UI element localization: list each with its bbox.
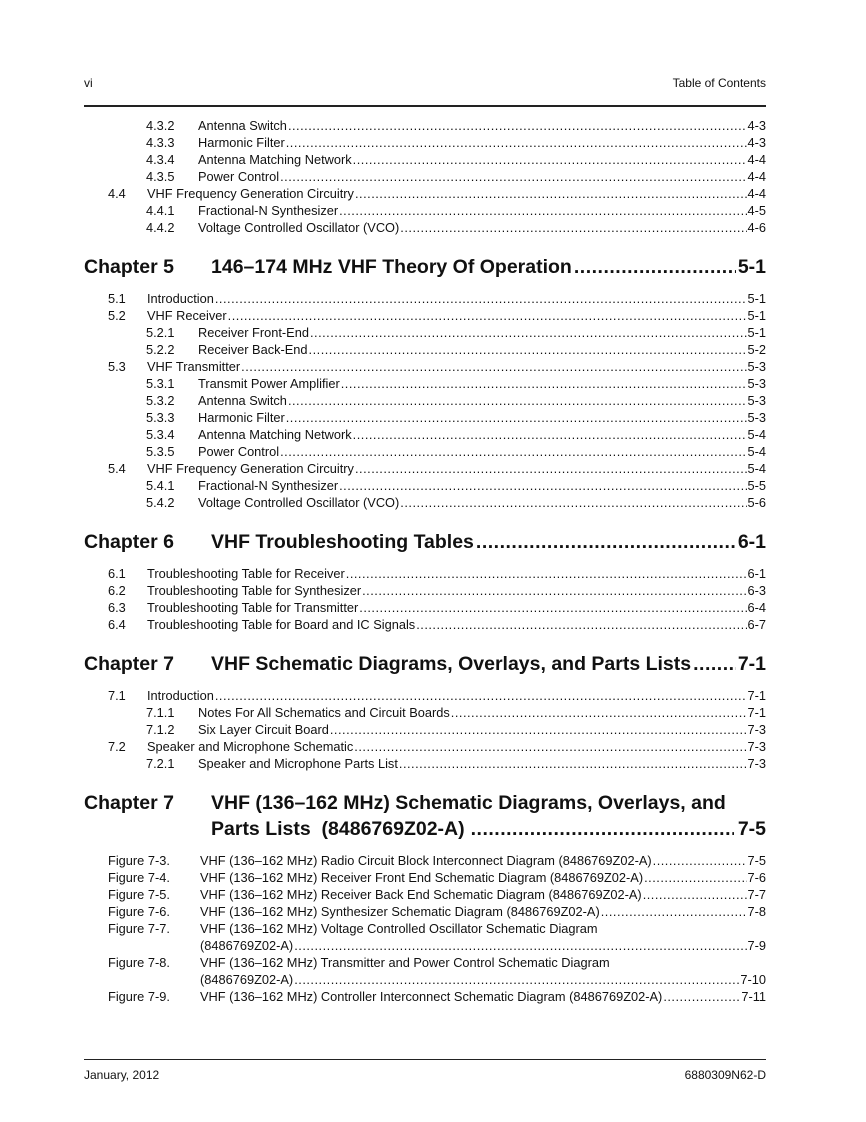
toc-entry[interactable]: 7.2.1 Speaker and Microphone Parts List ..... 7-3: [84, 755, 766, 772]
toc-entry[interactable]: 5.3.3 Harmonic Filter ..... 5-3: [84, 409, 766, 426]
toc-content: [84, 117, 766, 1005]
toc-entry[interactable]: 5.3.5 Power Control ..... 5-4: [84, 443, 766, 460]
page-footer: [84, 1068, 766, 1084]
toc-entry[interactable]: 5.3.1 Transmit Power Amplifier ..... 5-3: [84, 375, 766, 392]
toc-entry[interactable]: 5.4.2 Voltage Controlled Oscillator (VCO) ..... 5-6: [84, 494, 766, 511]
chapter-6-heading[interactable]: Chapter 6 VHF Troubleshooting Tables ..... 6-1: [84, 529, 766, 555]
toc-entry[interactable]: 4.3.3 Harmonic Filter ..... 4-3: [84, 134, 766, 151]
toc-entry[interactable]: 7.1.2 Six Layer Circuit Board ..... 7-3: [84, 721, 766, 738]
header-rule: [84, 105, 766, 107]
toc-section[interactable]: 6.3 Troubleshooting Table for Transmitter ..... 6-4: [84, 599, 766, 616]
document-number: 6880309N62-D: [684, 1068, 766, 1082]
chapter-7-vhf-136-162-heading[interactable]: Chapter 7 VHF (136–162 MHz) Schematic Diagrams, Overlays, and Parts Lists (8486769Z02-A) ..... 7-5: [84, 790, 766, 842]
toc-entry[interactable]: 5.4.1 Fractional-N Synthesizer ..... 5-5: [84, 477, 766, 494]
toc-section[interactable]: 5.4 VHF Frequency Generation Circuitry ..... 5-4: [84, 460, 766, 477]
figure-entry[interactable]: Figure 7-7. VHF (136–162 MHz) Voltage Controlled Oscillator Schematic Diagram (8486769Z02-A) ..... 7-9: [84, 920, 766, 954]
toc-entry[interactable]: 4.3.2 Antenna Switch ..... 4-3: [84, 117, 766, 134]
figure-entry[interactable]: Figure 7-3. VHF (136–162 MHz) Radio Circuit Block Interconnect Diagram (8486769Z02-A) ..... 7-5: [84, 852, 766, 869]
toc-entry[interactable]: 5.3.4 Antenna Matching Network ..... 5-4: [84, 426, 766, 443]
toc-section[interactable]: 7.1 Introduction ..... 7-1: [84, 687, 766, 704]
toc-section[interactable]: 5.2 VHF Receiver ..... 5-1: [84, 307, 766, 324]
figure-entry[interactable]: Figure 7-8. VHF (136–162 MHz) Transmitter and Power Control Schematic Diagram (8486769Z02-A) ..... 7-10: [84, 954, 766, 988]
toc-entry[interactable]: 4.4.1 Fractional-N Synthesizer ..... 4-5: [84, 202, 766, 219]
toc-entry[interactable]: 7.1.1 Notes For All Schematics and Circuit Boards ..... 7-1: [84, 704, 766, 721]
toc-entry[interactable]: 4.4.2 Voltage Controlled Oscillator (VCO) ..... 4-6: [84, 219, 766, 236]
figure-entry[interactable]: Figure 7-9. VHF (136–162 MHz) Controller Interconnect Schematic Diagram (8486769Z02-A) ..... 7-11: [84, 988, 766, 1005]
toc-entry[interactable]: 4.3.5 Power Control ..... 4-4: [84, 168, 766, 185]
chapter-5-heading[interactable]: Chapter 5 146–174 MHz VHF Theory Of Operation ..... 5-1: [84, 254, 766, 280]
toc-entry[interactable]: 4.3.4 Antenna Matching Network ..... 4-4: [84, 151, 766, 168]
toc-entry[interactable]: 5.3.2 Antenna Switch ..... 5-3: [84, 392, 766, 409]
toc-entry[interactable]: 5.2.1 Receiver Front-End ..... 5-1: [84, 324, 766, 341]
page-header: [84, 76, 766, 92]
toc-entry[interactable]: 5.2.2 Receiver Back-End ..... 5-2: [84, 341, 766, 358]
page-number: vi: [84, 76, 93, 90]
toc-section[interactable]: 6.2 Troubleshooting Table for Synthesizer ..... 6-3: [84, 582, 766, 599]
footer-rule: [84, 1059, 766, 1060]
chapter-7-heading[interactable]: Chapter 7 VHF Schematic Diagrams, Overlays, and Parts Lists ..... 7-1: [84, 651, 766, 677]
toc-section[interactable]: 6.4 Troubleshooting Table for Board and IC Signals ..... 6-7: [84, 616, 766, 633]
publication-date: January, 2012: [84, 1068, 160, 1082]
toc-section[interactable]: 5.3 VHF Transmitter ..... 5-3: [84, 358, 766, 375]
figure-entry[interactable]: Figure 7-4. VHF (136–162 MHz) Receiver Front End Schematic Diagram (8486769Z02-A) ..... 7-6: [84, 869, 766, 886]
figure-entry[interactable]: Figure 7-6. VHF (136–162 MHz) Synthesizer Schematic Diagram (8486769Z02-A) ..... 7-8: [84, 903, 766, 920]
figure-entry[interactable]: Figure 7-5. VHF (136–162 MHz) Receiver Back End Schematic Diagram (8486769Z02-A) ..... 7-7: [84, 886, 766, 903]
toc-section[interactable]: 4.4 VHF Frequency Generation Circuitry ..... 4-4: [84, 185, 766, 202]
toc-section[interactable]: 6.1 Troubleshooting Table for Receiver ..... 6-1: [84, 565, 766, 582]
toc-section[interactable]: 7.2 Speaker and Microphone Schematic ..... 7-3: [84, 738, 766, 755]
header-title: Table of Contents: [672, 76, 766, 90]
toc-section[interactable]: 5.1 Introduction ..... 5-1: [84, 290, 766, 307]
